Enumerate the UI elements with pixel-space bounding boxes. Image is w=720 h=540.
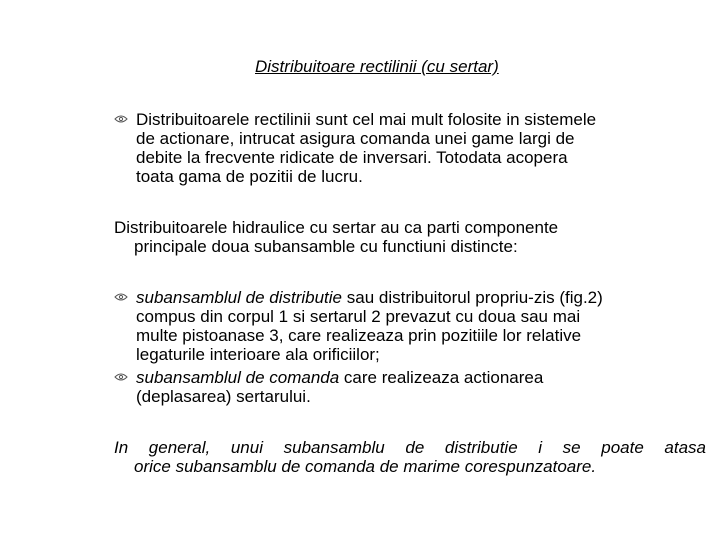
slide-title: Distribuitoare rectilinii (cu sertar)	[255, 57, 499, 76]
italic-term: subansamblul de comanda	[136, 368, 340, 387]
text-line: debite la frecvente ridicate de inversari. Totodata acopera	[136, 148, 568, 167]
text-line: multe pistoanase 3, care realizeaza prin pozitiile lor relative	[136, 326, 582, 345]
text-line	[136, 288, 696, 307]
paragraph-5	[114, 438, 706, 476]
text-fragment: care realizeaza actionarea	[339, 368, 544, 387]
text-line: Distribuitoarele hidraulice cu sertar au ca parti componente	[114, 218, 559, 237]
text-fragment: sau distribuitorul propriu-zis (fig.2)	[342, 288, 603, 307]
text-line: Distribuitoarele rectilinii sunt cel mai mult folosite in sistemele	[136, 110, 597, 129]
text-line: In general, unui subansamblu de distributie i se poate atasa	[114, 438, 706, 457]
bullet-paragraph-2	[136, 288, 696, 364]
text-line	[136, 368, 696, 387]
text-line: de actionare, intrucat asigura comanda unei game largi de	[136, 129, 575, 148]
text-line: principale doua subansamble cu functiuni distincte:	[134, 237, 518, 256]
bullet-paragraph-3	[136, 368, 696, 406]
text-line: orice subansamblu de comanda de marime corespunzatoare.	[134, 457, 597, 476]
paragraph-2	[114, 218, 704, 256]
italic-term: subansamblul de distributie	[136, 288, 343, 307]
hollow-bullet-icon	[114, 372, 128, 382]
bullet-paragraph-1	[136, 110, 696, 186]
hollow-bullet-icon	[114, 114, 128, 124]
hollow-bullet-icon	[114, 292, 128, 302]
text-line: compus din corpul 1 si sertarul 2 prevazut cu doua sau mai	[136, 307, 581, 326]
text-line: legaturile interioare ala orificiilor;	[136, 345, 380, 364]
text-line: (deplasarea) sertarului.	[136, 387, 311, 406]
text-line: toata gama de pozitii de lucru.	[136, 167, 363, 186]
